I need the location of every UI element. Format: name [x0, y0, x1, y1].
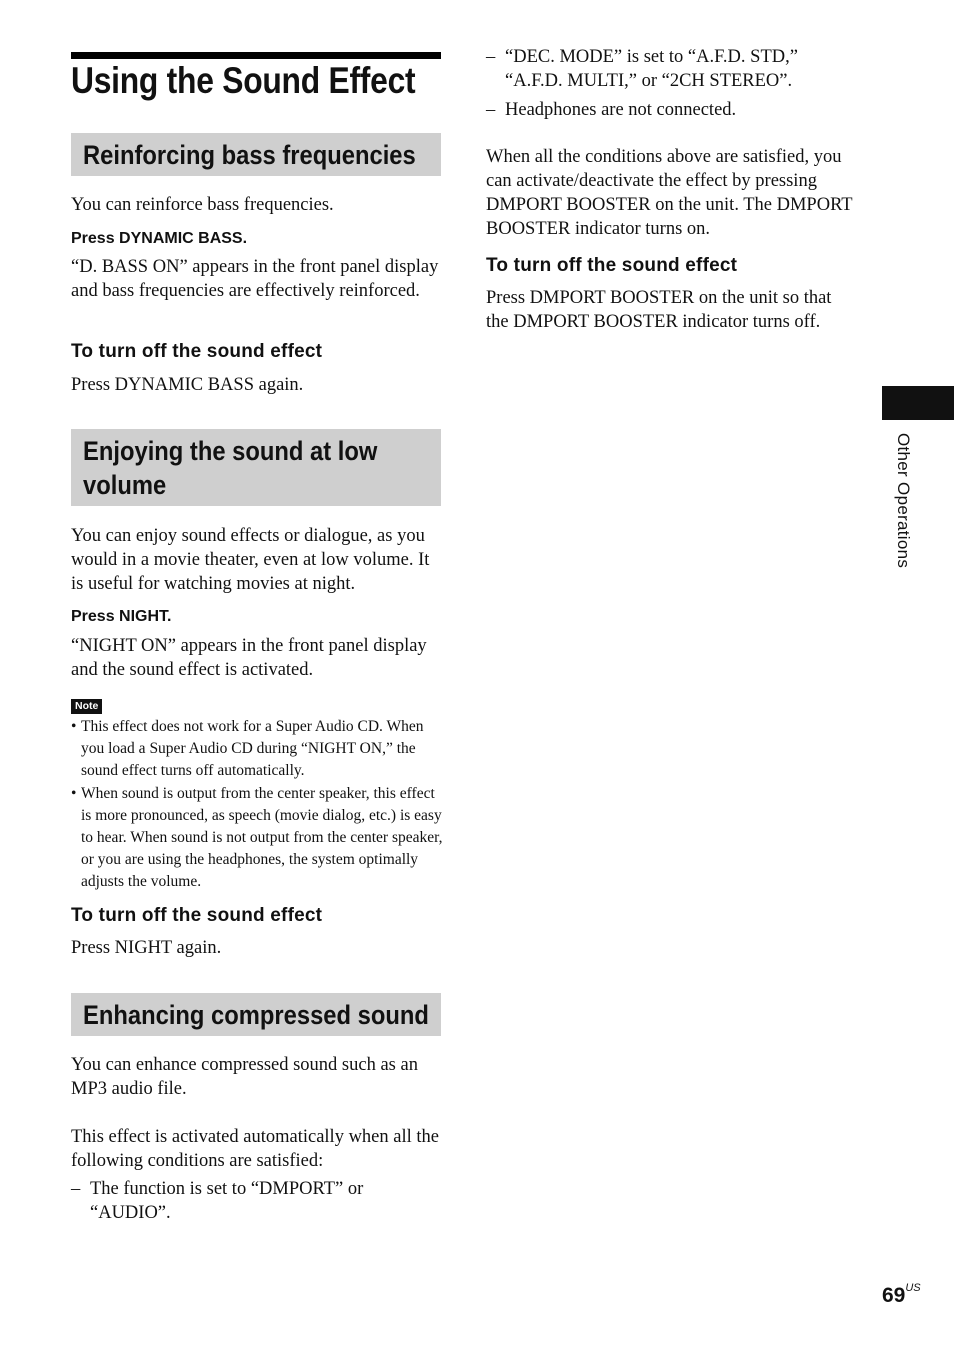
side-tab-marker	[882, 386, 954, 420]
condition-text-3: Headphones are not connected.	[505, 100, 737, 120]
bass-intro: You can reinforce bass frequencies.	[71, 195, 334, 215]
bass-off-text: Press DYNAMIC BASS again.	[71, 375, 304, 395]
section-heading-compressed-text: Enhancing compressed sound	[83, 1000, 429, 1030]
note-item	[71, 783, 443, 893]
section-heading-bass-text: Reinforcing bass frequencies	[83, 140, 416, 170]
condition-item	[486, 45, 846, 93]
dash-icon: –	[71, 1179, 81, 1199]
dash-icon: –	[486, 100, 496, 120]
bullet-icon: •	[71, 718, 77, 735]
note-item	[71, 716, 443, 782]
page-number-suffix: US	[905, 1282, 921, 1294]
condition-item	[486, 98, 846, 122]
night-off-heading: To turn off the sound effect	[71, 905, 323, 926]
bass-step: Press DYNAMIC BASS.	[71, 230, 248, 247]
note-text-2: When sound is output from the center speaker, this effect is more pronounced, as speech (movie dialog, etc.) is easy to hear. When sound is not output from the center speaker, or you are using the headphones, the system optimally adjusts the volume.	[81, 785, 443, 890]
night-step: Press NIGHT.	[71, 608, 172, 625]
note-badge: Note	[71, 699, 102, 714]
night-off-text: Press NIGHT again.	[71, 938, 222, 958]
bass-result: “D. BASS ON” appears in the front panel display and bass frequencies are effectively reinforced.	[71, 257, 439, 301]
condition-text-2: “DEC. MODE” is set to “A.F.D. STD,” “A.F.D. MULTI,” or “2CH STEREO”.	[505, 47, 798, 91]
side-tab-label: Other Operations	[894, 433, 913, 569]
dash-icon: –	[486, 47, 496, 67]
section-heading-night	[71, 429, 441, 506]
compressed-activation: When all the conditions above are satisfied, you can activate/deactivate the effect by pressing DMPORT BOOSTER on the unit. The DMPORT BOOSTER indicator turns on.	[486, 147, 853, 239]
bass-off-heading: To turn off the sound effect	[71, 341, 323, 362]
night-intro: You can enjoy sound effects or dialogue, as you would in a movie theater, even at low volume. It is useful for watching movies at night.	[71, 526, 430, 594]
section-heading-bass	[71, 133, 441, 176]
compressed-off-text: Press DMPORT BOOSTER on the unit so that the DMPORT BOOSTER indicator turns off.	[486, 288, 832, 332]
page-number	[882, 1284, 921, 1308]
compressed-off-heading: To turn off the sound effect	[486, 255, 738, 276]
page-number-value: 69	[882, 1284, 906, 1307]
note-text-1: This effect does not work for a Super Audio CD. When you load a Super Audio CD during “NIGHT ON,” the sound effect turns off automatically.	[81, 718, 424, 779]
section-heading-compressed	[71, 993, 441, 1036]
title-rule	[71, 52, 441, 59]
condition-text-1: The function is set to “DMPORT” or “AUDIO”.	[90, 1179, 364, 1223]
compressed-conditions-intro: This effect is activated automatically when all the following conditions are satisfied:	[71, 1127, 439, 1171]
page-title: Using the Sound Effect	[71, 60, 416, 101]
condition-item	[71, 1177, 401, 1225]
night-result: “NIGHT ON” appears in the front panel display and the sound effect is activated.	[71, 636, 427, 680]
section-heading-night-text: Enjoying the sound at low volume	[83, 436, 378, 500]
bullet-icon: •	[71, 785, 77, 802]
compressed-intro: You can enhance compressed sound such as an MP3 audio file.	[71, 1055, 418, 1099]
